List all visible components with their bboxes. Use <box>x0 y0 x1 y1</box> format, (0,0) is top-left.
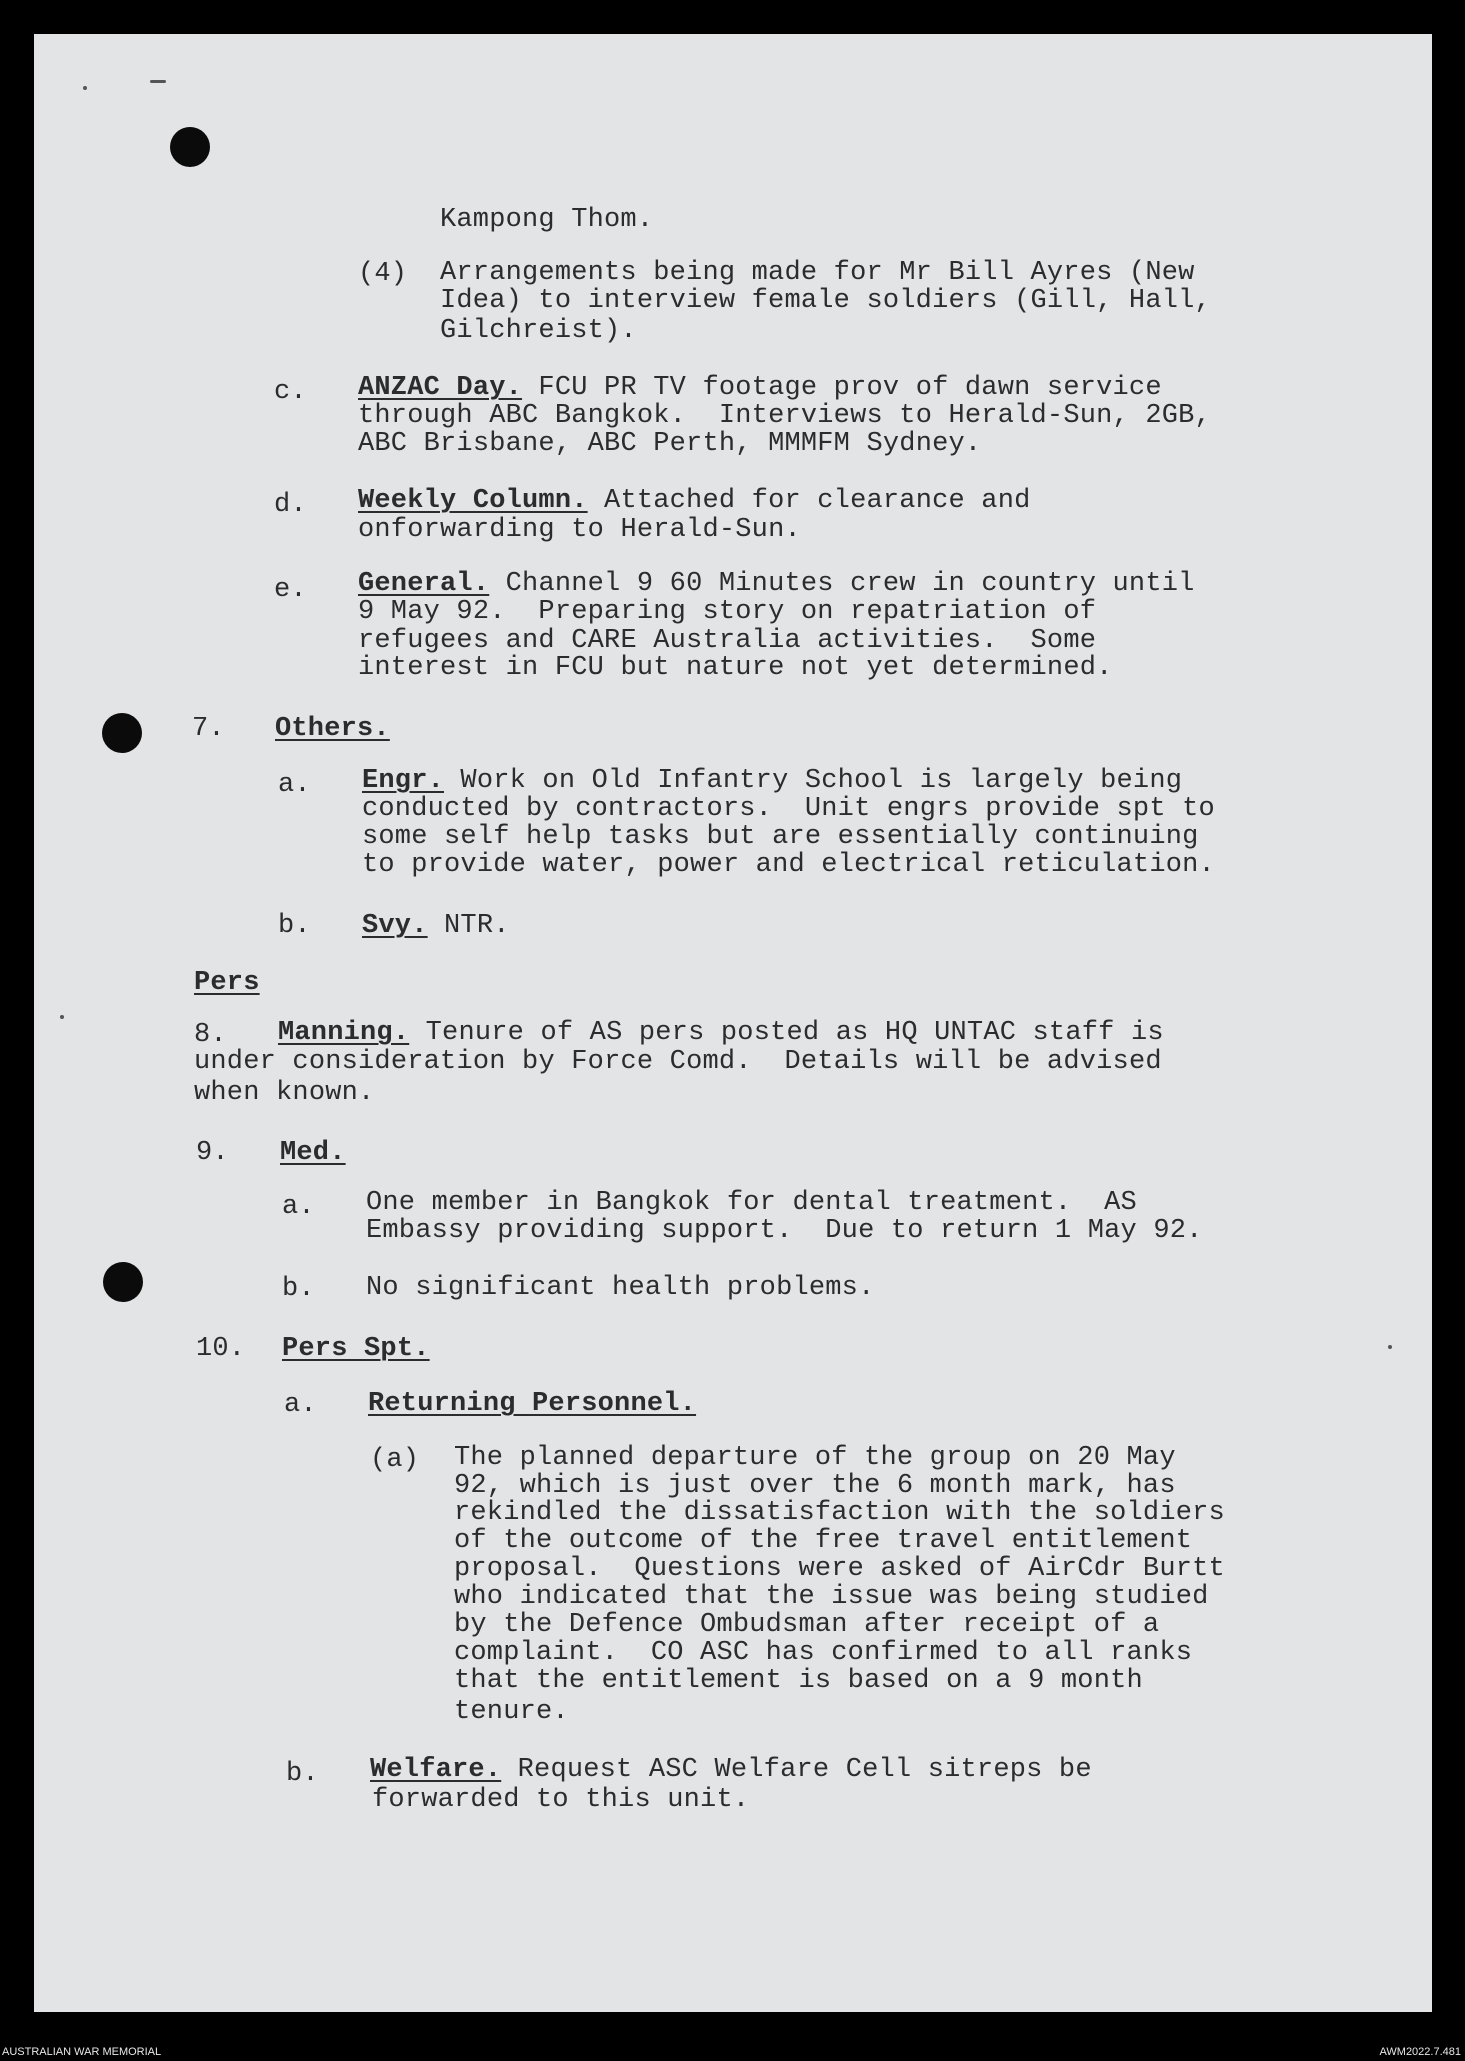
heading-text: Med. <box>280 1138 346 1168</box>
heading-med <box>280 1139 346 1167</box>
para-d-line-1 <box>358 487 1031 515</box>
punch-hole-bottom <box>103 1262 143 1302</box>
text: Channel 9 60 Minutes crew in country until <box>489 569 1195 599</box>
text-line: tenure. <box>454 1697 569 1727</box>
text: NTR. <box>427 911 510 941</box>
sub-marker: (a) <box>370 1445 420 1475</box>
text-line: Gilchreist). <box>440 316 637 346</box>
text-line: of the outcome of the free travel entitlement <box>454 1526 1193 1556</box>
para-7b-line-1 <box>362 912 510 940</box>
sub-marker: b. <box>278 911 311 941</box>
text-line: refugees and CARE Australia activities. Some <box>358 626 1097 656</box>
text-line: that the entitlement is based on a 9 month <box>454 1666 1143 1696</box>
heading-text: Returning Personnel. <box>368 1389 697 1419</box>
para-7a-line-1 <box>362 767 1182 795</box>
heading-text: Pers <box>194 968 260 998</box>
heading-returning-personnel <box>368 1390 696 1418</box>
sub-marker: (4) <box>358 259 408 289</box>
speck <box>60 1015 64 1019</box>
text-line: some self help tasks but are essentially continuing <box>362 822 1199 852</box>
sub-marker: e. <box>274 575 307 605</box>
sub-marker: b. <box>286 1759 319 1789</box>
section-heading-pers <box>194 969 260 997</box>
text-line: forwarded to this unit. <box>372 1785 750 1815</box>
heading-pers-spt <box>282 1335 430 1363</box>
speck <box>83 86 87 90</box>
footer-archive-label: AUSTRALIAN WAR MEMORIAL <box>2 2046 162 2058</box>
text-line: 92, which is just over the 6 month mark, has <box>454 1471 1176 1501</box>
sub-marker: b. <box>282 1274 315 1304</box>
heading-general: General. <box>358 569 490 599</box>
para-number: 10. <box>196 1334 246 1364</box>
text-line: to provide water, power and electrical reticulation. <box>362 850 1215 880</box>
text-line: when known. <box>194 1078 375 1108</box>
text-line: through ABC Bangkok. Interviews to Herald-Sun, 2GB, <box>358 401 1211 431</box>
para-number: 7. <box>192 714 225 744</box>
heading-weekly-column: Weekly Column. <box>358 486 588 516</box>
para-10b-line-1 <box>370 1756 1092 1784</box>
text-line: The planned departure of the group on 20 May <box>454 1443 1176 1473</box>
heading-manning: Manning. <box>278 1018 410 1048</box>
text-line: Arrangements being made for Mr Bill Ayres (New <box>440 258 1195 288</box>
sub-marker: a. <box>282 1192 315 1222</box>
text: FCU PR TV footage prov of dawn service <box>522 373 1162 403</box>
punch-hole-top <box>170 127 210 167</box>
text-line: under consideration by Force Comd. Details will be advised <box>194 1047 1162 1077</box>
text: Work on Old Infantry School is largely being <box>444 766 1183 796</box>
heading-text: Others. <box>275 714 390 744</box>
heading-engr: Engr. <box>362 766 445 796</box>
text-line: Idea) to interview female soldiers (Gill, Hall, <box>440 286 1211 316</box>
speck <box>1388 1345 1392 1349</box>
text: Tenure of AS pers posted as HQ UNTAC staff is <box>409 1018 1164 1048</box>
text-line: rekindled the dissatisfaction with the soldiers <box>454 1498 1225 1528</box>
heading-text: Pers Spt. <box>282 1334 430 1364</box>
sub-marker: d. <box>274 490 307 520</box>
footer-item-id: AWM2022.7.481 <box>1379 2046 1461 2058</box>
text-line: No significant health problems. <box>366 1273 875 1303</box>
sub-marker: c. <box>274 377 307 407</box>
sub-marker: a. <box>278 770 311 800</box>
text-line: Embassy providing support. Due to return 1 May 92. <box>366 1216 1203 1246</box>
sub-marker: a. <box>284 1390 317 1420</box>
text: Request ASC Welfare Cell sitreps be <box>501 1755 1092 1785</box>
heading-welfare: Welfare. <box>370 1755 502 1785</box>
text-line: conducted by contractors. Unit engrs provide spt to <box>362 794 1215 824</box>
text-line: One member in Bangkok for dental treatment. AS <box>366 1188 1137 1218</box>
heading-svy: Svy. <box>362 911 428 941</box>
text-line: complaint. CO ASC has confirmed to all ranks <box>454 1638 1193 1668</box>
text-line: who indicated that the issue was being studied <box>454 1582 1209 1612</box>
para-number: 8. <box>194 1020 227 1050</box>
heading-others <box>275 715 390 743</box>
heading-anzac-day: ANZAC Day. <box>358 373 523 403</box>
para-8-line-1 <box>278 1019 1164 1047</box>
speck <box>150 80 166 83</box>
punch-hole-middle <box>102 713 142 753</box>
text-line: ABC Brisbane, ABC Perth, MMMFM Sydney. <box>358 429 982 459</box>
text-line: Kampong Thom. <box>440 205 654 235</box>
para-number: 9. <box>196 1138 229 1168</box>
text-line: proposal. Questions were asked of AirCdr Burtt <box>454 1554 1225 1584</box>
text-line: by the Defence Ombudsman after receipt of a <box>454 1610 1160 1640</box>
text-line: 9 May 92. Preparing story on repatriation of <box>358 597 1097 627</box>
text: Attached for clearance and <box>587 486 1031 516</box>
para-c-line-1 <box>358 374 1162 402</box>
para-e-line-1 <box>358 570 1195 598</box>
text-line: onforwarding to Herald-Sun. <box>358 515 801 545</box>
text-line: interest in FCU but nature not yet determined. <box>358 653 1113 683</box>
